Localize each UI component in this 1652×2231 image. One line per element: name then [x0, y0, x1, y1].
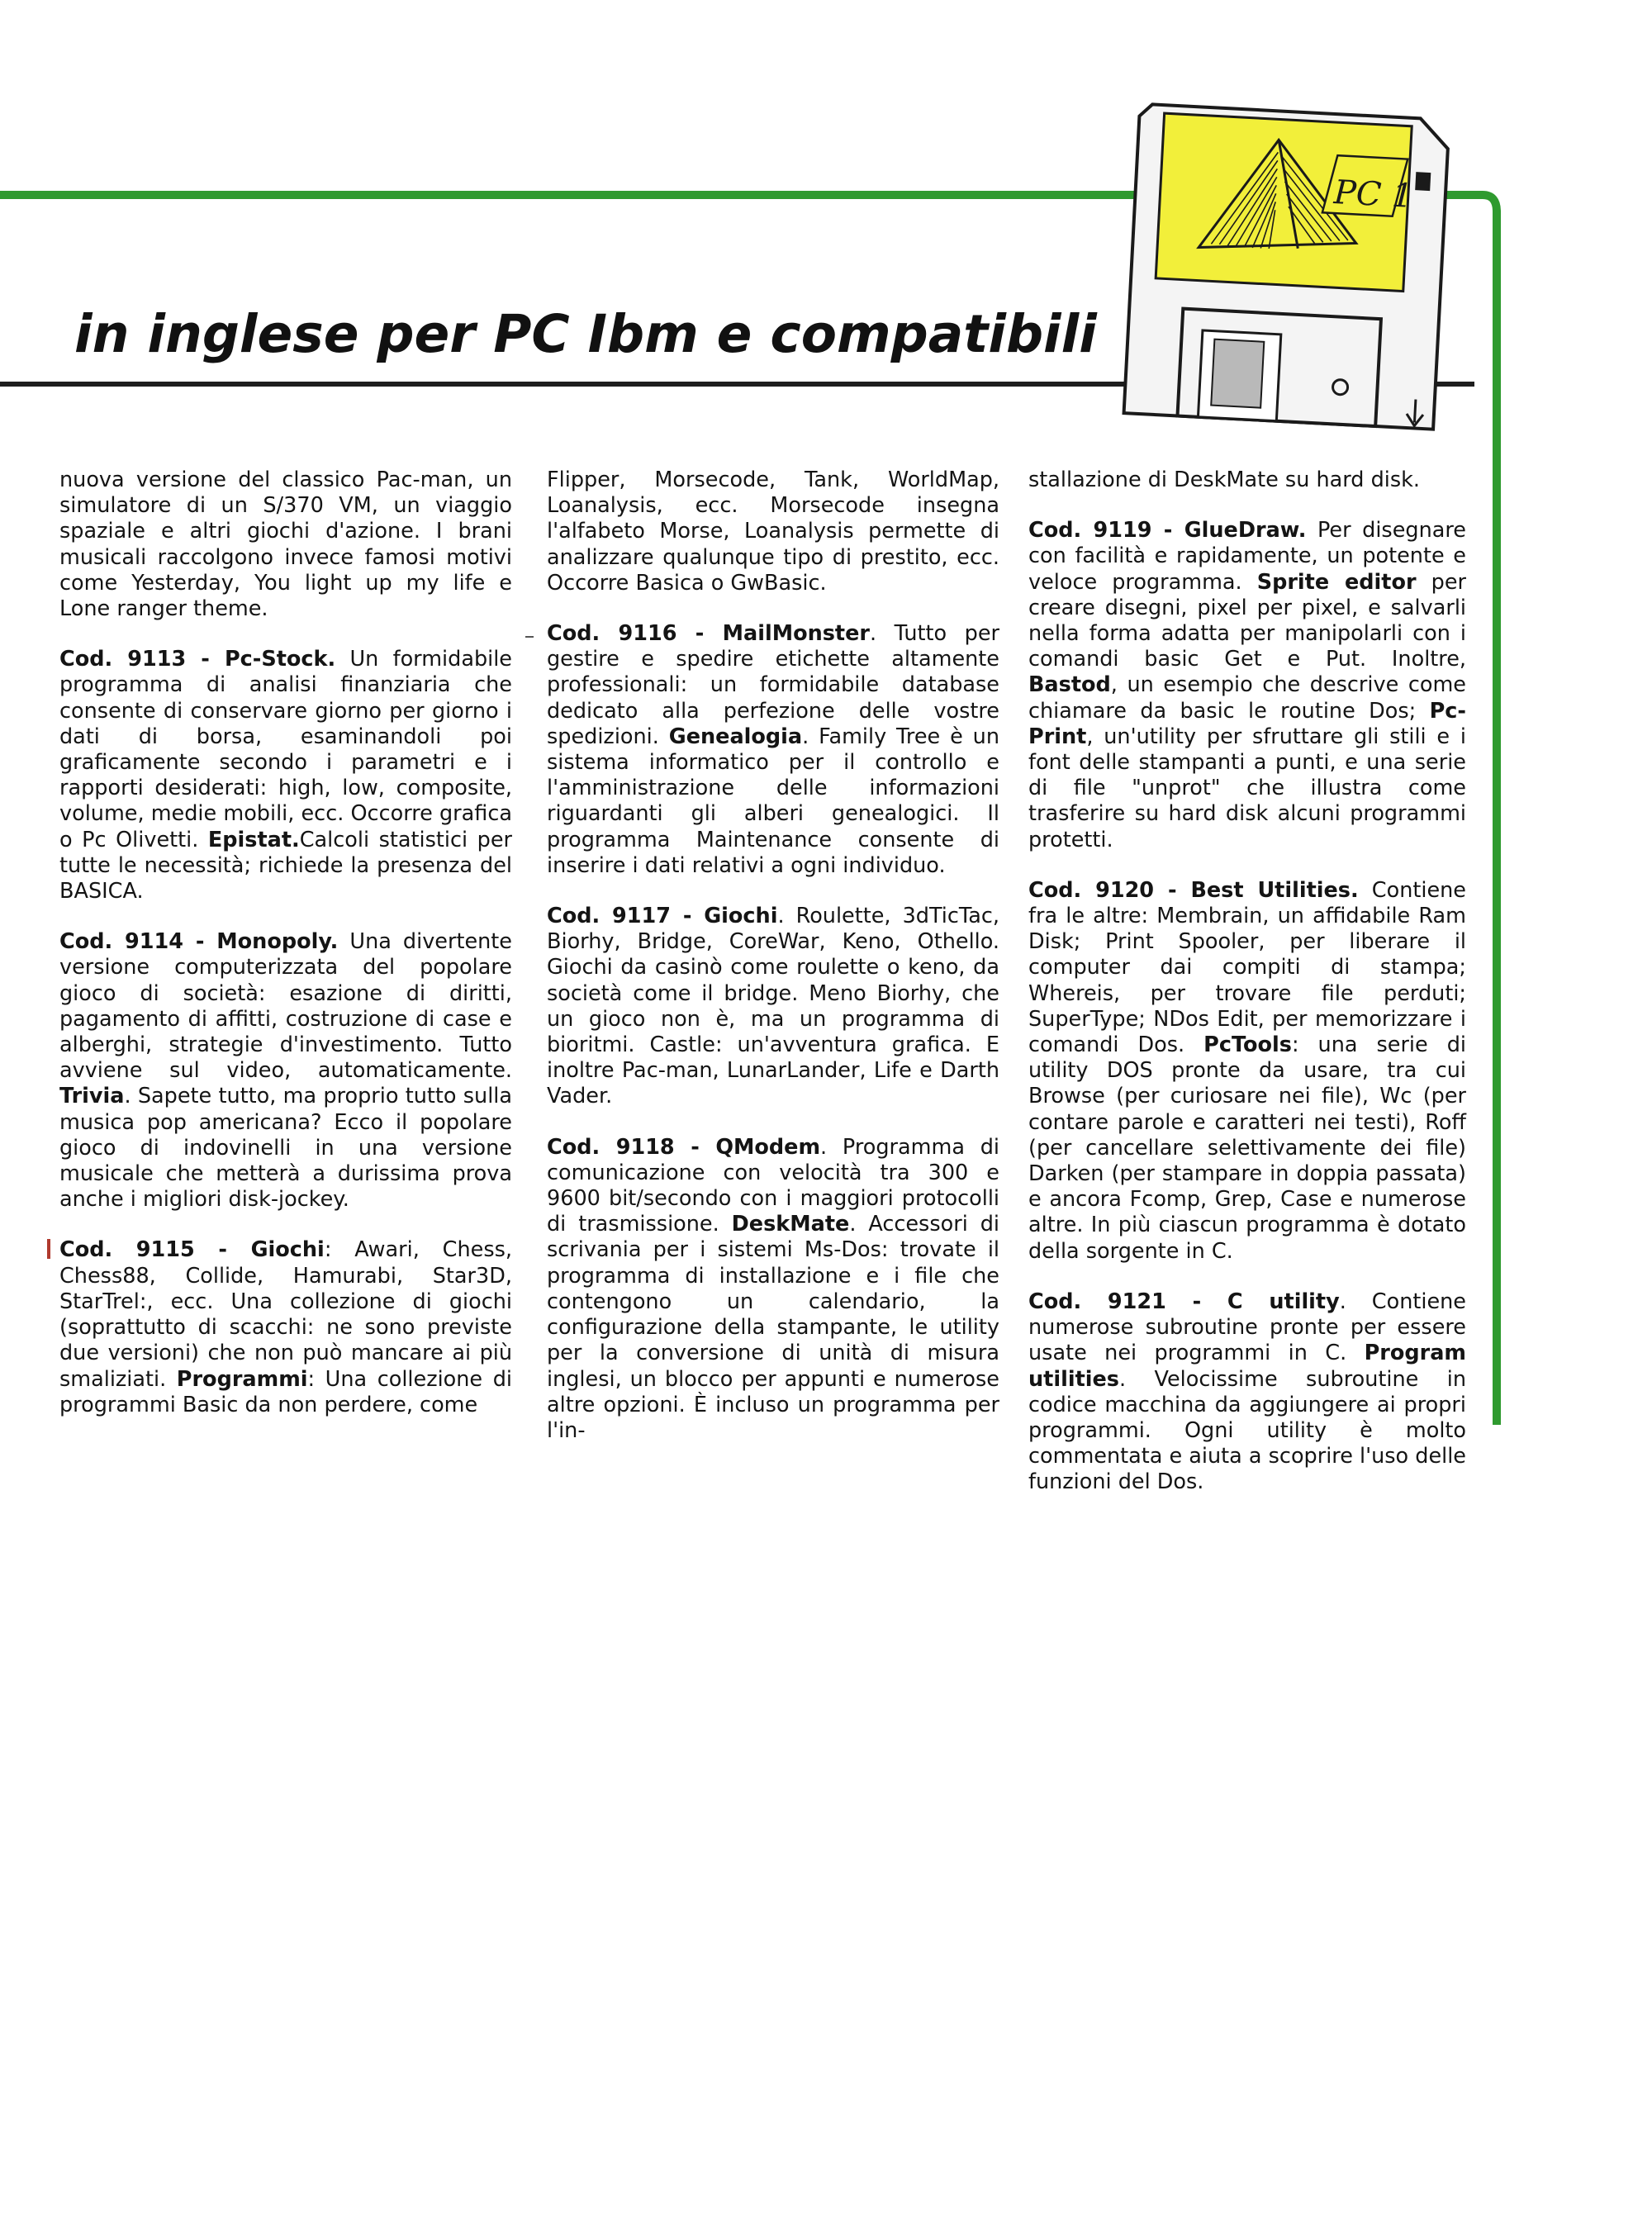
margin-mark — [525, 636, 534, 638]
paragraph-9114: Cod. 9114 - Monopoly. Una divertente versione computerizzata del popolare gioco di società: esazione di diritti, pagamento di affitti, costruzione di case e alberghi, strategie d'investimento. Tutto avviene sul video, automaticamente. Trivia. Sapete tutto, ma proprio tutto sulla musica pop americana? Ecco il popolare gioco di indovinelli in una versione musicale che metterà a durissima prova anche i migliori disk-jockey. — [59, 929, 512, 1213]
paragraph-9116: Cod. 9116 - MailMonster. Tutto per gestire e spedire etichette altamente professionali: un formidabile database dedicato alla perfezione delle vostre spedizioni. Genealogia. Family Tree è un sistema informatico per il controllo e l'amministrazione delle informazioni riguardanti gli alberi genealogici. Il programma Maintenance consente di inserire i dati relativi a ogni individuo. — [547, 621, 999, 878]
code-heading: Cod. 9118 - QModem — [547, 1134, 821, 1160]
text-column-3 — [1028, 468, 1466, 1521]
text-column-2 — [547, 468, 999, 1469]
product-name: Bastod — [1028, 672, 1111, 698]
product-name: PcTools — [1203, 1032, 1292, 1058]
code-heading: Cod. 9116 - MailMonster — [547, 621, 870, 647]
floppy-disk-icon — [1107, 95, 1462, 442]
paragraph: Flipper, Morsecode, Tank, WorldMap, Loanalysis, ecc. Morsecode insegna l'alfabeto Morse, Loanalysis permette di analizzare qualunque tipo di prestito, ecc. Occorre Basica o GwBasic. — [547, 468, 999, 596]
paragraph-9113: Cod. 9113 - Pc-Stock. Un formidabile programma di analisi finanziaria che consente di conservare giorno per giorno i dati di borsa, esaminandoli poi graficamente secondo i parametri e i rapporti desiderati: high, low, composite, volume, medie mobili, ecc. Occorre grafica o Pc Olivetti. Epistat.Calcoli statistici per tutte le necessità; richiede la presenza del BASICA. — [59, 647, 512, 904]
code-heading: Cod. 9114 - Monopoly. — [59, 929, 339, 955]
code-heading: Cod. 9117 - Giochi — [547, 904, 778, 929]
paragraph-9119: Cod. 9119 - GlueDraw. Per disegnare con facilità e rapidamente, un potente e veloce programma. Sprite editor per creare disegni, pixel per pixel, e salvarli nella forma adatta per manipolarli con i comandi basic Get e Put. Inoltre, Bastod, un esempio che descrive come chiamare da basic le routine Dos; Pc-Print, un'utility per sfruttare gli stili e i font delle stampanti a punti, e una serie di file "unprot" che illustra come trasferire su hard disk alcuni programmi protetti. — [1028, 518, 1467, 852]
code-heading: Cod. 9120 - Best Utilities. — [1028, 877, 1359, 903]
paragraph-9117: Cod. 9117 - Giochi. Roulette, 3dTicTac, Biorhy, Bridge, CoreWar, Keno, Othello. Giochi da casinò come roulette o keno, da società come il bridge. Meno Biorhy, che un gioco non è, ma un programma di bioritmi. Castle: un'avventura grafica. E inoltre Pac-man, LunarLander, Life e Darth Vader. — [547, 904, 1000, 1109]
code-heading: Cod. 9115 - Giochi — [59, 1237, 325, 1263]
paragraph-9115: Cod. 9115 - Giochi: Awari, Chess, Chess88, Collide, Hamurabi, Star3D, StarTrel:, ecc. Una collezione di giochi (soprattutto di scacchi: ne sono previste due versioni) che non può mancare ai più smaliziati. Programmi: Una collezione di programmi Basic da non perdere, come — [59, 1237, 513, 1417]
paragraph-9118: Cod. 9118 - QModem. Programma di comunicazione con velocità tra 300 e 9600 bit/secondo con i maggiori protocolli di trasmissione. DeskMate. Accessori di scrivania per i sistemi Ms-Dos: trovate il programma di installazione e i file che contengono un calendario, la configurazione della stampante, le utility per la conversione di unità di misura inglesi, un blocco per appunti e numerose altre opzioni. È incluso un programma per l'in- — [547, 1134, 999, 1443]
margin-mark — [47, 1239, 50, 1259]
product-name: Genealogia — [668, 724, 803, 749]
paragraph-9120: Cod. 9120 - Best Utilities. Contiene fra le altre: Membrain, un affidabile Ram Disk; Print Spooler, per liberare il computer dai compiti di stampa; Whereis, per trovare file perduti; SuperType; NDos Edit, per memorizzare i comandi Dos. PcTools: una serie di utility DOS pronte da usare, tra cui Browse (per curiosare nei file), Wc (per contare parole e caratteri nei testi), Roff (per cancellare selettivamente dei file) Darken (per stampare in doppia passata) e ancora Fcomp, Grep, Case e numerose altre. In più ciascun programma è dotato della sorgente in C. — [1028, 877, 1466, 1264]
page-title: in inglese per PC Ibm e compatibili — [74, 304, 1097, 364]
paragraph-9121: Cod. 9121 - C utility. Contiene numerose subroutine pronte per essere usate nei programmi in C. Program utilities. Velocissime subroutine in codice macchina da aggiungere ai propri programmi. Ogni utility è molto commentata e aiuta a scoprire l'uso delle funzioni del Dos. — [1028, 1289, 1466, 1495]
code-heading: Cod. 9121 - C utility — [1028, 1289, 1340, 1314]
product-name: Sprite editor — [1256, 569, 1417, 595]
product-name: Programmi — [176, 1366, 308, 1392]
paragraph: stallazione di DeskMate su hard disk. — [1028, 468, 1421, 492]
disk-label: PC 1 — [1332, 173, 1414, 216]
product-name: Program utilities — [1028, 1341, 1466, 1392]
code-heading: Cod. 9113 - Pc-Stock. — [59, 647, 336, 672]
code-heading: Cod. 9119 - GlueDraw. — [1028, 518, 1307, 544]
product-name: DeskMate — [731, 1212, 850, 1237]
paragraph: nuova versione del classico Pac-man, un simulatore di un S/370 VM, un viaggio spaziale e altri giochi d'azione. I brani musicali raccolgono invece famosi motivi come Yesterday, You light up my life e Lone ranger theme. — [59, 468, 512, 622]
product-name: Trivia — [59, 1084, 125, 1109]
product-name: Pc-Print — [1028, 698, 1466, 749]
product-name: Epistat. — [207, 827, 300, 852]
text-column-1 — [59, 468, 512, 1443]
